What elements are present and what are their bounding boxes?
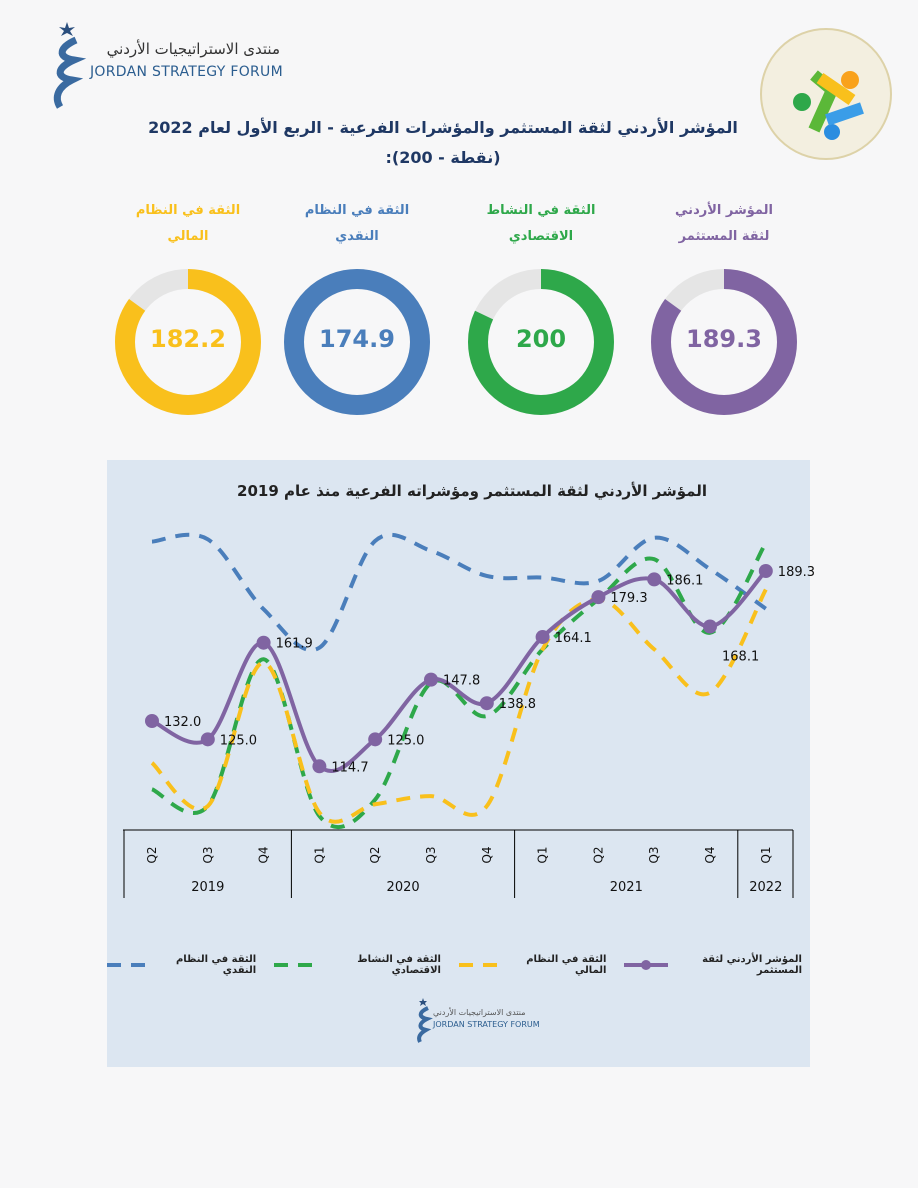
quarter-tick-label: Q4 <box>256 846 271 864</box>
quarter-tick-label: Q2 <box>145 846 159 864</box>
page-title <box>143 113 743 173</box>
kpi-label-line2: الاقتصادي <box>508 229 574 244</box>
data-point <box>312 759 326 773</box>
series-line <box>152 590 766 822</box>
kpi-label-line2: لثقة المستثمر <box>678 229 770 244</box>
quarter-tick-label: Q1 <box>758 846 773 864</box>
data-point <box>759 564 773 578</box>
quarter-tick-label: Q3 <box>647 846 662 864</box>
data-point <box>368 732 382 746</box>
data-label: 179.3 <box>610 591 648 607</box>
kpi-label-line1: الثقة في النظام <box>304 203 410 218</box>
data-point <box>591 590 605 604</box>
data-label: 161.9 <box>275 636 313 652</box>
org-name-en: JORDAN STRATEGY FORUM <box>90 64 283 80</box>
legend-label: الثقة في النظام المالي <box>526 954 607 976</box>
data-point <box>703 619 717 633</box>
jsf-logo-icon <box>50 22 84 107</box>
kpi-label-line2: النقدي <box>335 229 379 244</box>
index-badge <box>760 28 892 160</box>
year-label: 2021 <box>609 880 643 895</box>
footer-logo-icon <box>415 998 431 1042</box>
data-label: 164.1 <box>554 630 592 646</box>
data-point <box>424 673 438 687</box>
quarter-tick-label: Q1 <box>535 846 550 864</box>
data-label: 125.0 <box>219 733 258 749</box>
legend-label: الثقة في النشاط الاقتصادي <box>357 954 441 976</box>
quarter-tick-label: Q3 <box>424 846 438 864</box>
legend-label: الثقة في النظام النقدي <box>175 954 257 976</box>
quarter-tick-label: Q4 <box>479 846 494 864</box>
data-label: 114.7 <box>331 760 369 776</box>
year-label: 2022 <box>749 880 783 895</box>
kpi-value: 182.2 <box>150 325 226 353</box>
badge-emblem-icon <box>762 30 890 158</box>
data-point <box>647 572 661 586</box>
legend-item <box>459 954 606 976</box>
data-point <box>480 696 494 710</box>
legend-swatch-icon <box>624 960 668 970</box>
kpi-label <box>466 198 616 250</box>
quarter-tick-label: Q2 <box>591 846 606 864</box>
legend-swatch-icon <box>107 961 151 969</box>
data-label: 138.8 <box>498 697 537 713</box>
data-label: 189.3 <box>777 564 816 580</box>
data-point <box>201 732 215 746</box>
data-label: 168.1 <box>722 649 760 665</box>
kpi-label-line1: الثقة في النظام <box>135 203 241 218</box>
line-chart <box>107 460 816 910</box>
chart-panel <box>107 460 816 1067</box>
legend-label: المؤشر الأردني لثقة المستثمر <box>702 954 802 976</box>
kpi-value: 189.3 <box>686 325 762 353</box>
data-label: 147.8 <box>443 673 481 689</box>
year-label: 2019 <box>191 880 225 895</box>
kpi-label-line1: المؤشر الأردني <box>675 203 773 218</box>
kpi-label-line1: الثقة في النشاط <box>486 203 596 218</box>
data-point <box>257 636 271 650</box>
title-line-1: المؤشر الأردني لثقة المستثمر والمؤشرات الفرعية - الربع الأول لعام 2022 <box>148 118 738 137</box>
data-point <box>145 714 159 728</box>
kpi-label <box>282 198 432 250</box>
org-name-ar: منتدى الاستراتيجيات الأردني <box>106 40 280 58</box>
quarter-tick-label: Q3 <box>200 846 215 864</box>
kpi-label <box>113 198 263 250</box>
legend-swatch-icon <box>274 961 318 969</box>
kpi-value: 174.9 <box>319 325 395 353</box>
title-line-2: (نقطة - 200): <box>385 148 501 167</box>
footer-logo <box>415 998 540 1046</box>
quarter-tick-label: Q1 <box>312 846 327 864</box>
year-label: 2020 <box>386 880 420 895</box>
kpi-label <box>649 198 799 250</box>
footer-org-ar: منتدى الاستراتيجيات الأردني <box>433 1008 526 1017</box>
quarter-tick-label: Q4 <box>703 846 717 864</box>
quarter-tick-label: Q2 <box>368 846 383 864</box>
footer-org-en: JORDAN STRATEGY FORUM <box>433 1020 540 1029</box>
legend-swatch-icon <box>459 961 503 969</box>
legend-item <box>624 954 802 976</box>
chart-title: المؤشر الأردني لثقة المستثمر ومؤشراته الفرعية منذ عام 2019 <box>237 482 707 500</box>
chart-legend <box>107 954 802 976</box>
data-label: 132.0 <box>164 715 202 730</box>
kpi-value: 200 <box>515 325 567 353</box>
data-label: 186.1 <box>666 573 704 589</box>
legend-item <box>274 954 441 976</box>
data-label: 125.0 <box>387 733 425 749</box>
legend-item <box>107 954 256 976</box>
kpi-label-line2: المالي <box>167 229 209 244</box>
data-point <box>536 630 550 644</box>
